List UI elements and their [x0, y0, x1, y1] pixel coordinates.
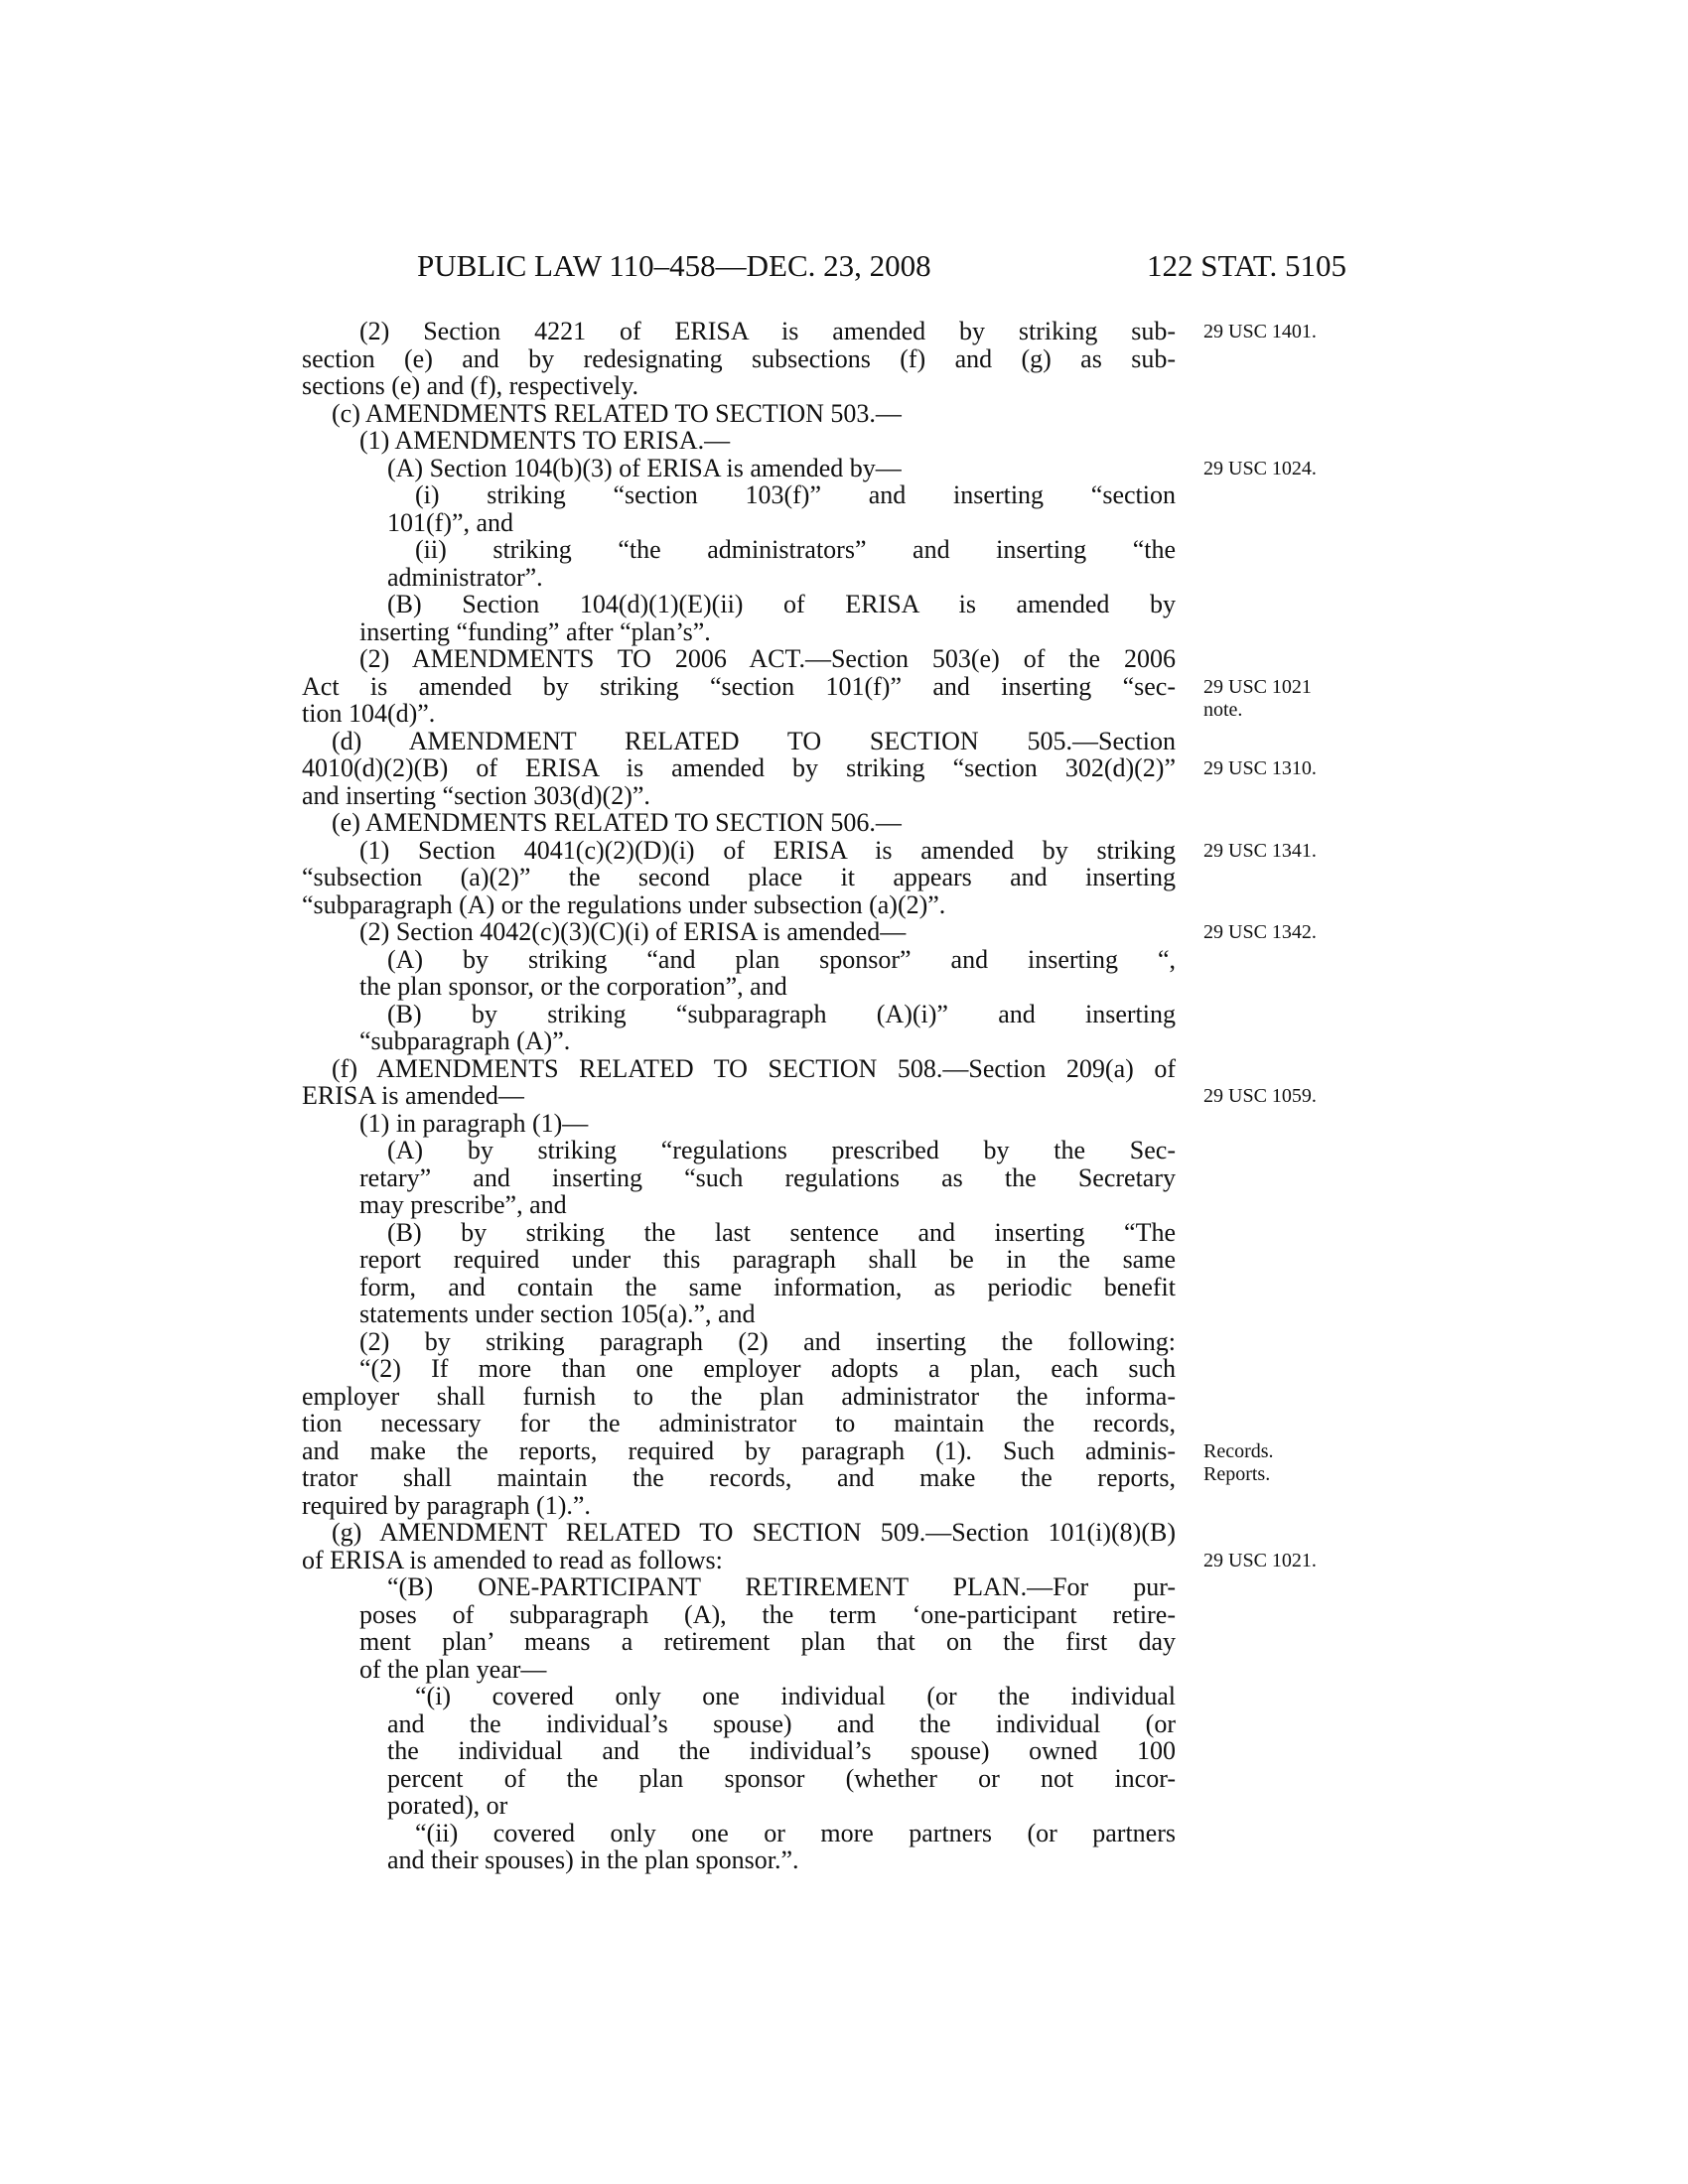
text-line: (e) AMENDMENTS RELATED TO SECTION 506.—: [332, 808, 902, 837]
text-line: (A) Section 104(b)(3) of ERISA is amended by—: [387, 453, 902, 482]
margin-note: 29 USC 1021 note.: [1203, 675, 1312, 721]
text-line: required by paragraph (1).”.: [302, 1490, 591, 1520]
text-line: (c) AMENDMENTS RELATED TO SECTION 503.—: [332, 398, 902, 428]
text-line: the plan sponsor, or the corporation”, and: [359, 972, 787, 1001]
margin-note: Records. Reports.: [1203, 1439, 1274, 1485]
text-line: Act is amended by striking “section 101(f)” and inserting “sec-: [302, 671, 1176, 701]
text-line: “subparagraph (A) or the regulations under subsection (a)(2)”.: [302, 889, 946, 919]
text-line: (A) by striking “and plan sponsor” and inserting “,: [387, 944, 1176, 974]
text-line: “subparagraph (A)”.: [359, 1026, 571, 1055]
running-header-title: PUBLIC LAW 110–458—DEC. 23, 2008: [417, 248, 931, 283]
text-line: “(B) ONE-PARTICIPANT RETIREMENT PLAN.—For pur-: [387, 1572, 1176, 1601]
text-line: ERISA is amended—: [302, 1081, 524, 1110]
text-line: (f) AMENDMENTS RELATED TO SECTION 508.—Section 209(a) of: [332, 1053, 1176, 1083]
text-line: poses of subparagraph (A), the term ‘one-participant retire-: [359, 1599, 1176, 1629]
text-line: tion necessary for the administrator to maintain the records,: [302, 1409, 1176, 1437]
text-line: sections (e) and (f), respectively.: [302, 371, 639, 400]
text-line: (i) striking “section 103(f)” and inserting “section: [415, 480, 1176, 509]
margin-note: 29 USC 1310.: [1203, 757, 1317, 779]
text-line: employer shall furnish to the plan administrator the informa-: [302, 1381, 1176, 1411]
text-line: (B) Section 104(d)(1)(E)(ii) of ERISA is amended by: [387, 590, 1176, 618]
text-line: (1) AMENDMENTS TO ERISA.—: [359, 426, 731, 455]
text-line: (A) by striking “regulations prescribed by the Sec-: [387, 1136, 1176, 1164]
text-line: “(2) If more than one employer adopts a plan, each such: [359, 1354, 1176, 1383]
text-line: (d) AMENDMENT RELATED TO SECTION 505.—Section: [332, 726, 1176, 755]
text-line: of the plan year—: [359, 1654, 547, 1684]
margin-note: 29 USC 1024.: [1203, 457, 1317, 479]
text-line: (2) by striking paragraph (2) and inserting the following:: [359, 1326, 1176, 1356]
text-line: form, and contain the same information, as periodic benefit: [359, 1272, 1176, 1301]
text-line: “(ii) covered only one or more partners (or partners: [415, 1818, 1176, 1847]
text-line: porated), or: [387, 1791, 508, 1820]
text-line: “subsection (a)(2)” the second place it appears and inserting: [302, 863, 1176, 891]
text-line: and make the reports, required by paragraph (1). Such adminis-: [302, 1435, 1176, 1465]
text-line: report required under this paragraph shall be in the same: [359, 1245, 1176, 1274]
text-line: of ERISA is amended to read as follows:: [302, 1545, 723, 1574]
text-line: ment plan’ means a retirement plan that on the first day: [359, 1627, 1176, 1656]
margin-note: 29 USC 1021.: [1203, 1549, 1317, 1571]
text-line: statements under section 105(a).”, and: [359, 1299, 756, 1328]
page-number: 122 STAT. 5105: [1147, 248, 1347, 283]
text-line: inserting “funding” after “plan’s”.: [359, 616, 711, 646]
margin-note: 29 USC 1341.: [1203, 839, 1317, 862]
text-line: (2) Section 4042(c)(3)(C)(i) of ERISA is amended—: [359, 917, 907, 946]
text-line: (B) by striking the last sentence and inserting “The: [387, 1217, 1176, 1247]
text-line: administrator”.: [387, 562, 543, 592]
text-line: tion 104(d)”.: [302, 699, 436, 728]
text-line: may prescribe”, and: [359, 1190, 567, 1219]
text-line: (1) in paragraph (1)—: [359, 1108, 589, 1138]
text-line: “(i) covered only one individual (or the individual: [415, 1682, 1176, 1710]
text-line: and their spouses) in the plan sponsor.”.: [387, 1845, 799, 1874]
text-line: (1) Section 4041(c)(2)(D)(i) of ERISA is amended by striking: [359, 835, 1176, 865]
running-header: [0, 248, 1688, 288]
text-line: (B) by striking “subparagraph (A)(i)” and inserting: [387, 999, 1176, 1028]
text-line: 4010(d)(2)(B) of ERISA is amended by striking “section 302(d)(2)”: [302, 753, 1176, 782]
text-line: trator shall maintain the records, and make the reports,: [302, 1463, 1176, 1492]
margin-note: 29 USC 1401.: [1203, 321, 1317, 342]
margin-note: 29 USC 1059.: [1203, 1085, 1317, 1107]
statute-body-text: [302, 318, 1176, 1874]
text-line: (ii) striking “the administrators” and inserting “the: [415, 535, 1176, 564]
text-line: (2) AMENDMENTS TO 2006 ACT.—Section 503(e) of the 2006: [359, 644, 1176, 673]
text-line: the individual and the individual’s spouse) owned 100: [387, 1736, 1176, 1765]
margin-note: 29 USC 1342.: [1203, 921, 1317, 943]
text-line: percent of the plan sponsor (whether or not incor-: [387, 1763, 1176, 1793]
text-line: section (e) and by redesignating subsections (f) and (g) as sub-: [302, 343, 1176, 373]
text-line: (2) Section 4221 of ERISA is amended by striking sub-: [359, 317, 1176, 345]
text-line: 101(f)”, and: [387, 507, 514, 537]
text-line: retary” and inserting “such regulations as the Secretary: [359, 1162, 1176, 1192]
text-line: and the individual’s spouse) and the individual (or: [387, 1708, 1176, 1738]
text-line: and inserting “section 303(d)(2)”.: [302, 780, 650, 810]
text-line: (g) AMENDMENT RELATED TO SECTION 509.—Section 101(i)(8)(B): [332, 1518, 1176, 1547]
